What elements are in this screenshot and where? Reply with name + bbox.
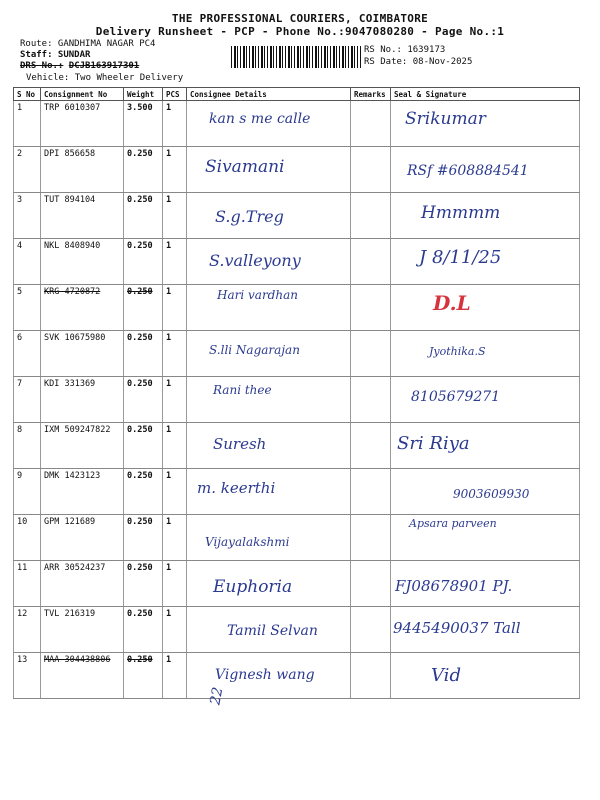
cell-weight	[124, 285, 163, 331]
cell-consignment: IXM 509247822	[41, 423, 124, 469]
cell-remarks	[351, 423, 391, 469]
signature-handwriting: RSf #608884541	[407, 163, 529, 179]
cell-signature	[391, 147, 580, 193]
cell-consignment: NKL 8408940	[41, 239, 124, 285]
signature-handwriting: 9003609930	[453, 487, 530, 501]
cell-weight: 0.250	[124, 515, 163, 561]
col-sno-header: S No	[14, 88, 41, 101]
cell-consignee	[187, 515, 351, 561]
cell-remarks	[351, 653, 391, 699]
col-signature-header: Seal & Signature	[391, 88, 580, 101]
cell-weight: 0.250	[124, 147, 163, 193]
cell-consignment: DPI 856658	[41, 147, 124, 193]
cell-consignee	[187, 377, 351, 423]
cell-remarks	[351, 561, 391, 607]
consignee-handwriting: Vignesh wang	[215, 667, 315, 683]
cell-remarks	[351, 377, 391, 423]
cell-sno: 4	[14, 239, 41, 285]
cell-remarks	[351, 331, 391, 377]
cell-sno: 10	[14, 515, 41, 561]
cell-signature	[391, 193, 580, 239]
cell-sno: 5	[14, 285, 41, 331]
cell-weight: 0.250	[124, 377, 163, 423]
cell-pcs: 1	[163, 607, 187, 653]
signature-handwriting: FJ08678901 PJ.	[395, 577, 513, 595]
cell-remarks	[351, 101, 391, 147]
cell-pcs: 1	[163, 653, 187, 699]
consignee-handwriting: Suresh	[213, 435, 267, 453]
cell-weight: 0.250	[124, 423, 163, 469]
consignee-handwriting: Sivamani	[205, 157, 285, 177]
cell-pcs: 1	[163, 331, 187, 377]
cell-signature	[391, 285, 580, 331]
cell-pcs: 1	[163, 239, 187, 285]
table-row	[14, 331, 580, 377]
cell-consignment: TUT 894104	[41, 193, 124, 239]
signature-handwriting: Hmmmm	[421, 203, 501, 223]
cell-consignee	[187, 285, 351, 331]
col-remarks-header: Remarks	[351, 88, 391, 101]
table-row	[14, 515, 580, 561]
consignee-handwriting: Euphoria	[213, 577, 293, 597]
cell-pcs: 1	[163, 515, 187, 561]
consignment-value: KRG 4720872	[44, 287, 101, 297]
cell-consignment: GPM 121689	[41, 515, 124, 561]
rs-number: RS No.: 1639173	[364, 45, 446, 55]
handwritten-note: 22	[207, 685, 227, 707]
cell-sno: 7	[14, 377, 41, 423]
cell-weight	[124, 653, 163, 699]
cell-pcs: 1	[163, 469, 187, 515]
signature-handwriting: Jyothika.S	[429, 345, 486, 358]
cell-consignment: KDI 331369	[41, 377, 124, 423]
cell-pcs: 1	[163, 423, 187, 469]
cell-pcs: 1	[163, 193, 187, 239]
table-row	[14, 607, 580, 653]
cell-consignment: ARR 30524237	[41, 561, 124, 607]
cell-signature	[391, 377, 580, 423]
signature-handwriting: D.L	[433, 291, 471, 315]
table-row	[14, 239, 580, 285]
cell-consignee	[187, 239, 351, 285]
consignee-handwriting: S.lli Nagarajan	[209, 343, 300, 357]
cell-weight: 0.250	[124, 331, 163, 377]
drs-value: DCJB163917301	[68, 61, 140, 71]
col-weight-header: Weight	[124, 88, 163, 101]
cell-consignee	[187, 423, 351, 469]
cell-weight: 0.250	[124, 469, 163, 515]
vehicle-label: Vehicle: Two Wheeler Delivery	[26, 73, 184, 83]
drs-label: DRS No.:	[20, 61, 64, 71]
signature-handwriting: 9445490037 Tall	[393, 619, 521, 637]
barcode	[231, 46, 361, 68]
cell-pcs: 1	[163, 147, 187, 193]
runsheet-title: Delivery Runsheet - PCP - Phone No.:9047080280 - Page No.:1	[95, 25, 505, 38]
table-row	[14, 285, 580, 331]
table-row	[14, 469, 580, 515]
signature-handwriting: Sri Riya	[397, 433, 470, 454]
table-row	[14, 561, 580, 607]
cell-signature	[391, 469, 580, 515]
cell-remarks	[351, 193, 391, 239]
runsheet-table	[13, 87, 580, 699]
cell-remarks	[351, 285, 391, 331]
cell-signature	[391, 561, 580, 607]
cell-signature	[391, 239, 580, 285]
consignee-handwriting: S.valleyony	[209, 251, 301, 270]
cell-consignee	[187, 147, 351, 193]
table-header-row	[14, 88, 580, 101]
cell-consignment: TRP 6010307	[41, 101, 124, 147]
signature-handwriting: Srikumar	[405, 109, 486, 129]
cell-consignment	[41, 653, 124, 699]
cell-sno: 8	[14, 423, 41, 469]
cell-consignee	[187, 101, 351, 147]
cell-remarks	[351, 147, 391, 193]
cell-consignee	[187, 561, 351, 607]
cell-sno: 13	[14, 653, 41, 699]
cell-sno: 2	[14, 147, 41, 193]
cell-consignment: SVK 10675980	[41, 331, 124, 377]
cell-sno: 1	[14, 101, 41, 147]
cell-consignee	[187, 193, 351, 239]
signature-handwriting: Apsara parveen	[409, 517, 497, 530]
weight-value: 0.250	[127, 287, 153, 297]
consignee-handwriting: Hari vardhan	[217, 288, 298, 302]
col-pcs-header: PCS	[163, 88, 187, 101]
cell-weight: 0.250	[124, 607, 163, 653]
staff-label: Staff: SUNDAR	[20, 50, 91, 60]
table-row	[14, 423, 580, 469]
table-row	[14, 653, 580, 699]
table-row	[14, 147, 580, 193]
cell-sno: 6	[14, 331, 41, 377]
cell-remarks	[351, 239, 391, 285]
col-consignment-header: Consignment No	[41, 88, 124, 101]
table-row	[14, 101, 580, 147]
cell-sno: 9	[14, 469, 41, 515]
consignee-handwriting: Tamil Selvan	[227, 623, 318, 639]
cell-pcs: 1	[163, 561, 187, 607]
cell-consignment	[41, 285, 124, 331]
cell-weight: 0.250	[124, 193, 163, 239]
route-label: Route: GANDHIMA NAGAR PC4	[20, 39, 156, 49]
weight-value: 0.250	[127, 655, 153, 665]
cell-remarks	[351, 515, 391, 561]
drs-number	[20, 61, 139, 71]
consignee-handwriting: Rani thee	[213, 383, 272, 397]
cell-pcs: 1	[163, 377, 187, 423]
cell-signature	[391, 653, 580, 699]
cell-signature	[391, 607, 580, 653]
cell-signature	[391, 423, 580, 469]
signature-handwriting: Vid	[431, 665, 461, 686]
signature-handwriting: J 8/11/25	[419, 247, 502, 268]
cell-sno: 11	[14, 561, 41, 607]
cell-remarks	[351, 469, 391, 515]
col-consignee-header: Consignee Details	[187, 88, 351, 101]
cell-sno: 12	[14, 607, 41, 653]
cell-signature	[391, 331, 580, 377]
consignee-handwriting: Vijayalakshmi	[205, 535, 290, 549]
table-row	[14, 377, 580, 423]
company-title: THE PROFESSIONAL COURIERS, COIMBATORE	[171, 12, 429, 25]
table-row	[14, 193, 580, 239]
consignee-handwriting: m. keerthi	[197, 479, 276, 497]
cell-consignee	[187, 469, 351, 515]
consignee-handwriting: S.g.Treg	[215, 207, 284, 226]
cell-weight: 0.250	[124, 561, 163, 607]
cell-consignment: DMK 1423123	[41, 469, 124, 515]
cell-signature	[391, 101, 580, 147]
consignee-handwriting: kan s me calle	[209, 111, 311, 127]
cell-weight: 0.250	[124, 239, 163, 285]
cell-remarks	[351, 607, 391, 653]
cell-consignee	[187, 607, 351, 653]
rs-date: RS Date: 08-Nov-2025	[364, 57, 473, 67]
cell-pcs: 1	[163, 285, 187, 331]
consignment-value: MAA 304438806	[44, 655, 111, 665]
signature-handwriting: 8105679271	[411, 389, 501, 405]
cell-consignment: TVL 216319	[41, 607, 124, 653]
cell-pcs: 1	[163, 101, 187, 147]
cell-sno: 3	[14, 193, 41, 239]
cell-weight: 3.500	[124, 101, 163, 147]
cell-consignee	[187, 331, 351, 377]
cell-signature	[391, 515, 580, 561]
